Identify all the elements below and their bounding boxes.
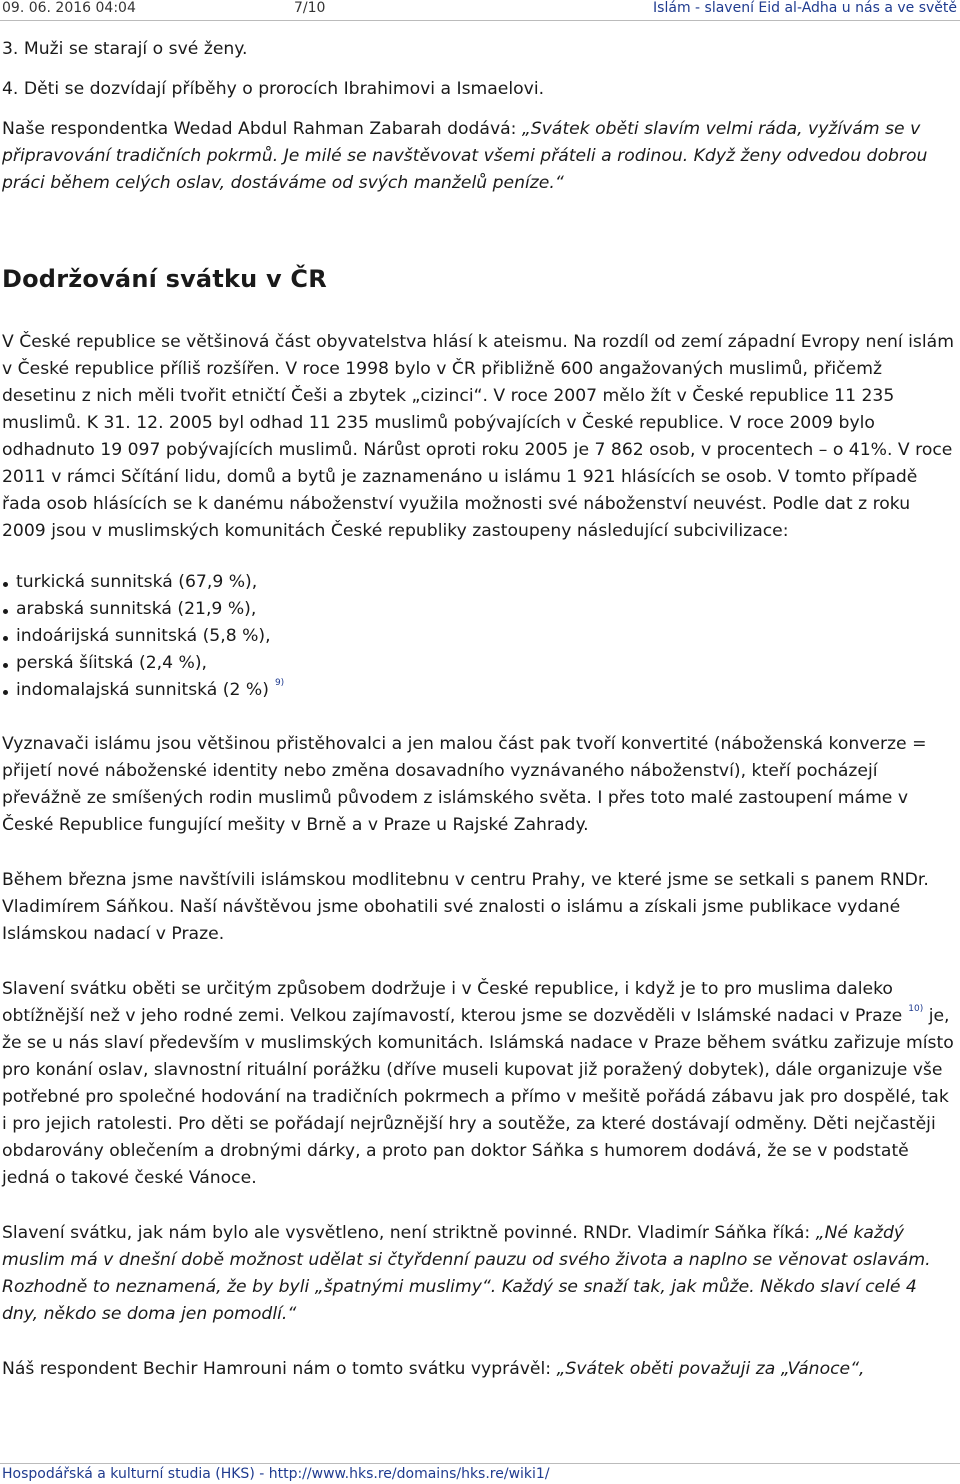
list-item: indoárijská sunnitská (5,8 %), bbox=[2, 623, 957, 650]
document-title-link[interactable]: Islám - slavení Eid al-Adha u nás a ve světě bbox=[653, 0, 957, 16]
paragraph-converts: Vyznavači islámu jsou většinou přistěhovalci a jen malou část pak tvoří konvertité (náboženská konverze = přijetí nové náboženské identity nebo změna dosavadního vyznávaného náboženství), kteří pocházejí převážně ze smíšených rodin muslimů původem z islámského světa. I přes toto malé zastoupení máme v České Republice fungující mešity v Brně a v Praze u Rajské Zahrady. bbox=[2, 734, 927, 835]
list-item: 3. Muži se starají o své ženy. bbox=[2, 39, 248, 59]
footnote-link-9[interactable]: 9) bbox=[274, 678, 285, 688]
paragraph-hamrouni: Náš respondent Bechir Hamrouni nám o tomto svátku vyprávěl: „Svátek oběti považuji za „Vánoce“, bbox=[2, 1359, 865, 1379]
footer-link[interactable]: Hospodářská a kulturní studia (HKS) - http://www.hks.re/domains/hks.re/wiki1/ bbox=[2, 1466, 550, 1482]
paragraph-visit: Během března jsme navštívili islámskou modlitebnu v centru Prahy, ve které jsme se setkali s panem RNDr. Vladimírem Sáňkou. Naší návštěvou jsme obohatili své znalosti o islámu a získali jsme publikace vydané Islámskou nadací v Praze. bbox=[2, 870, 929, 944]
paragraph-optional: Slavení svátku, jak nám bylo ale vysvětleno, není striktně povinné. RNDr. Vladimír Sáňka říká: „Né každý muslim má v dnešní době možnost udělat si čtyřdenní pauzu od svého života a naplno se věnovat oslavám. Rozhodně to neznamená, že by byli „špatnými muslimy“. Každý se snaží tak, jak může. Někdo slaví celé 4 dny, někdo se doma jen pomodlí.“ bbox=[2, 1223, 931, 1324]
quote-text: „Svátek oběti slavím velmi ráda, vyžívám se v připravování tradičních pokrmů. Je milé se navštěvovat všemi přáteli a rodinou. Když ženy odvedou dobrou práci během celých oslav, dostáváme od svých manželů peníze.“ bbox=[2, 119, 928, 193]
list-item: indomalajská sunnitská (2 %) $^{9)}$ bbox=[2, 677, 957, 704]
list-item: turkická sunnitská (67,9 %), bbox=[2, 569, 957, 596]
paragraph-cr: V České republice se většinová část obyvatelstva hlásí k ateismu. Na rozdíl od zemí západní Evropy není islám v České republice příliš rozšířen. V roce 1998 bylo v ČR přibližně 600 angažovaných muslimů, přičemž desetinu z nich měli tvořit etničtí Češi a zbytek „cizinci“. V roce 2007 mělo žít v České republice 11 235 muslimů. K 31. 12. 2005 byl odhad 11 235 muslimů pobývajících v České republice. V roce 2009 bylo odhadnuto 19 097 pobývajících muslimů. Nárůst oproti roku 2005 je 7 862 osob, v procentech – o 41%. V roce 2011 v rámci Sčítání lidu, domů a bytů je zaznamenáno u islámu 1 921 hlásících se osob. V tomto případě řada osob hlásících se k danému náboženství využila možnosti své náboženství neuvést. Podle dat z roku 2009 jsou v muslimských komunitách České republiky zastoupeny následující subcivilizace: bbox=[2, 332, 954, 541]
quote-lead: Naše respondentka Wedad Abdul Rahman Zabarah dodává: bbox=[2, 119, 522, 139]
page-footer bbox=[0, 1463, 960, 1484]
list-item: 4. Děti se dozvídají příběhy o prorocích Ibrahimovi a Ismaelovi. bbox=[2, 79, 545, 99]
article-content bbox=[2, 36, 957, 1383]
quote-text: „Né každý muslim má v dnešní době možnost udělat si čtyřdenní pauzu od svého života a naplno se věnovat oslavám. Rozhodně to neznamená, že by byli „špatnými muslimy“. Každý se snaží tak, jak může. Někdo slaví celé 4 dny, někdo se doma jen pomodlí.“ bbox=[2, 1223, 931, 1324]
footnote-link-10[interactable]: 10) bbox=[908, 1004, 924, 1014]
page-header bbox=[0, 0, 960, 21]
quote-paragraph bbox=[2, 116, 957, 197]
page-number: 7/10 bbox=[294, 0, 326, 16]
quote-text: „Svátek oběti považuji za „Vánoce“, bbox=[556, 1359, 865, 1379]
section-heading: Dodržování svátku v ČR bbox=[2, 265, 327, 293]
paragraph-celebration: Slavení svátku oběti se určitým způsobem dodržuje i v České republice, i když je to pro muslima daleko obtížnější než v jeho rodné zemi. Velkou zajímavostí, kterou jsme se dozvěděli v Islámské nadaci v Praze $^{10)}$ je, že se u nás slaví především v muslimských komunitách. Islámská nadace v Praze během svátku zařizuje místo pro konání oslav, slavnostní rituální porážku (dříve museli kupovat již poražený dobytek), dále organizuje vše potřebné pro společné hodování na tradičních pokrmech a přímo v mešitě pořádá zábavu jak pro dospělé, tak i pro jejich ratolesti. Pro děti se pořádají nejrůznější hry a soutěže, za které dostávají odměny. Děti nejčastěji obdarovány oblečením a drobnými dárky, a proto pan doktor Sáňka s humorem dodává, že se v podstatě jedná o takové české Vánoce. bbox=[2, 979, 954, 1188]
print-date: 09. 06. 2016 04:04 bbox=[2, 0, 136, 16]
list-item: arabská sunnitská (21,9 %), bbox=[2, 596, 957, 623]
list-item: perská šíitská (2,4 %), bbox=[2, 650, 957, 677]
subcivilization-list bbox=[2, 569, 957, 704]
